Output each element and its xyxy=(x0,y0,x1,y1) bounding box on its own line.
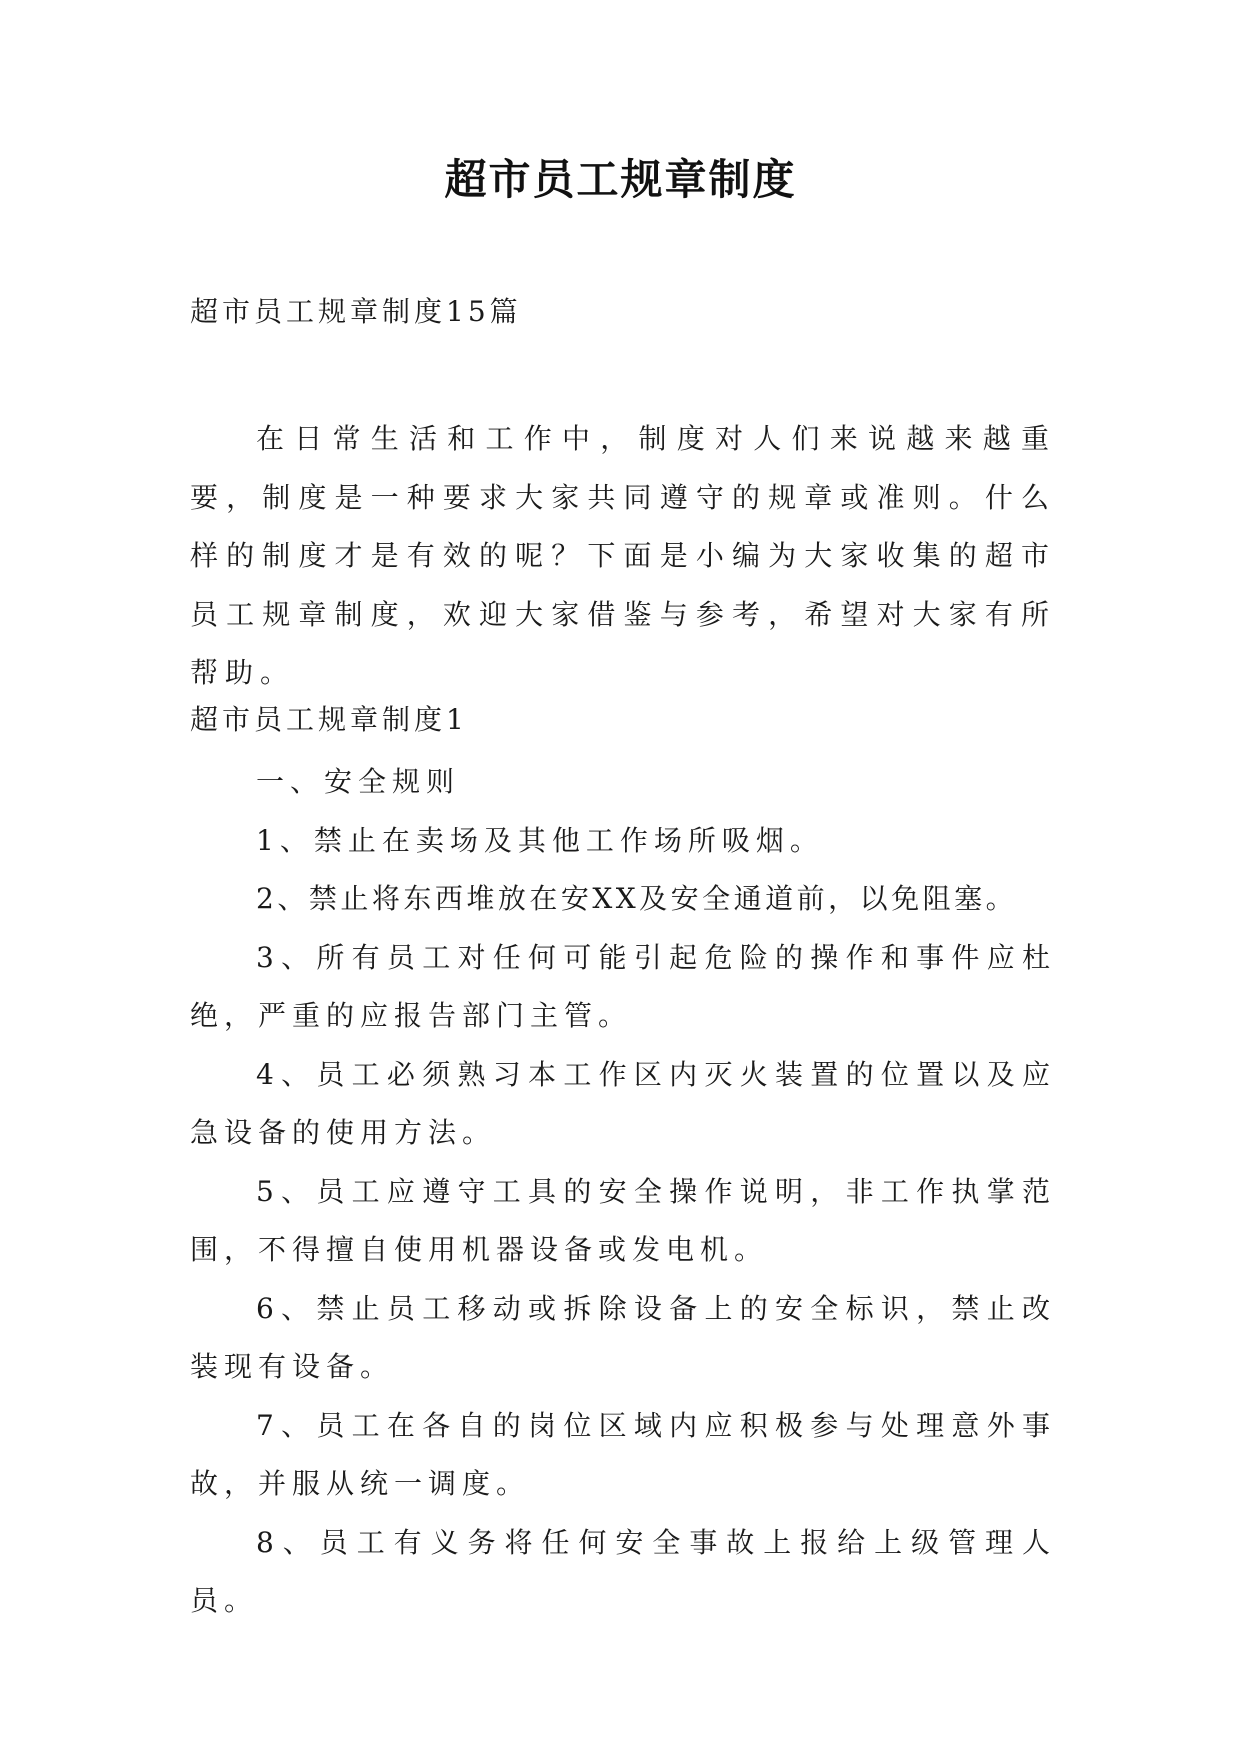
rule-item-3: 3、所有员工对任何可能引起危险的操作和事件应杜绝，严重的应报告部门主管。 xyxy=(190,940,1056,1032)
section-heading: 一、安全规则 xyxy=(256,765,461,798)
intro-paragraph: 在日常生活和工作中，制度对人们来说越来越重要，制度是一种要求大家共同遵守的规章或准则。什么样的制度才是有效的呢？下面是小编为大家收集的超市员工规章制度，欢迎大家借鉴与参考，希望对大家有所帮助。 xyxy=(190,422,1056,689)
rule-item-1: 1、禁止在卖场及其他工作场所吸烟。 xyxy=(256,823,824,857)
section-title: 超市员工规章制度1 xyxy=(190,703,468,736)
rule-item-2: 2、禁止将东西堆放在安XX及安全通道前，以免阻塞。 xyxy=(256,882,1018,915)
rule-item-6: 6、禁止员工移动或拆除设备上的安全标识，禁止改装现有设备。 xyxy=(190,1291,1056,1383)
rule-item-4: 4、员工必须熟习本工作区内灭火装置的位置以及应急设备的使用方法。 xyxy=(190,1057,1056,1149)
rule-item-5: 5、员工应遵守工具的安全操作说明，非工作执掌范围，不得擅自使用机器设备或发电机。 xyxy=(190,1174,1056,1266)
rules-list xyxy=(190,753,1056,1631)
document-subtitle: 超市员工规章制度15篇 xyxy=(190,295,522,328)
rule-item-7: 7、员工在各自的岗位区域内应积极参与处理意外事故，并服从统一调度。 xyxy=(190,1408,1056,1500)
document-title: 超市员工规章制度 xyxy=(444,155,797,204)
rule-item-8: 8、员工有义务将任何安全事故上报给上级管理人员。 xyxy=(190,1525,1056,1617)
